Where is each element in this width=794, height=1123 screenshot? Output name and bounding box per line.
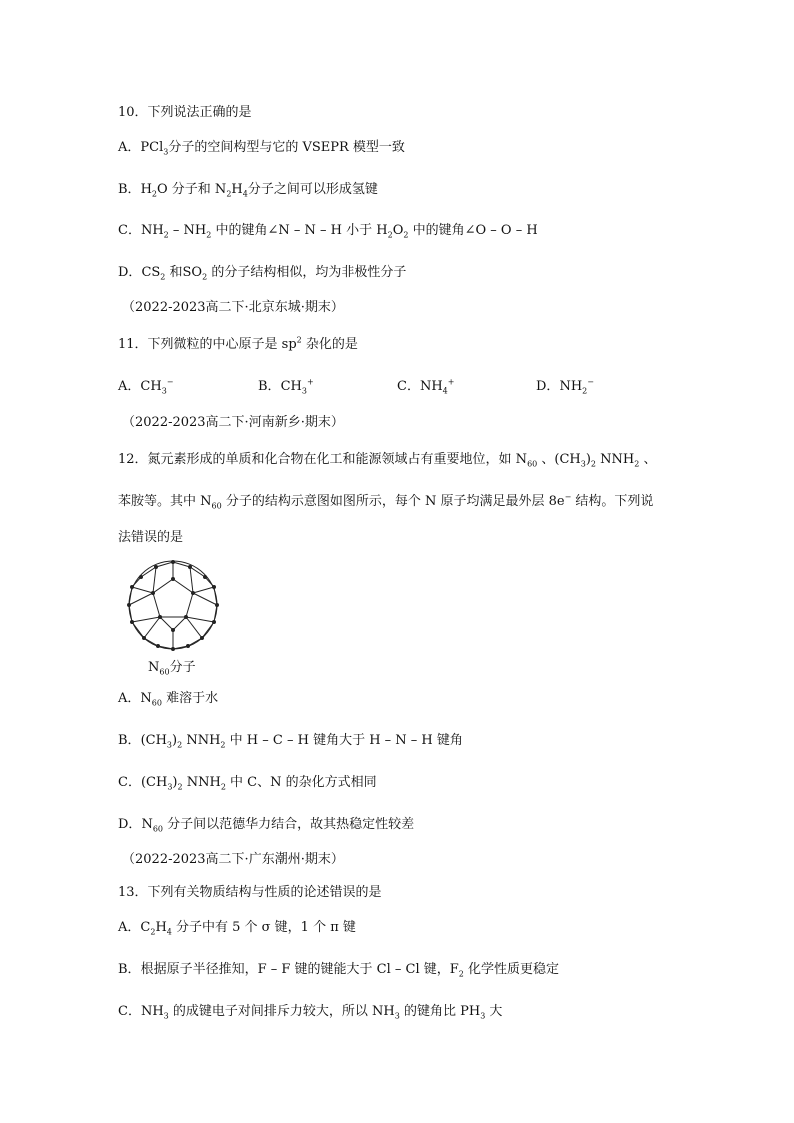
q10-option-d: D．$CS_2$ 和$SO_2$ 的分子结构相似，均为非极性分子 bbox=[118, 265, 407, 282]
q13-option-b: B．根据原子半径推知，F – F 键的键能大于 Cl – Cl 键，$F_2$ 化学性质更稳定 bbox=[118, 962, 559, 979]
source-note: （2022-2023高二下·广东潮州·期末） bbox=[122, 852, 344, 867]
q12-stem-line3: 法错误的是 bbox=[118, 530, 184, 545]
q11-option-b: B．$CH_3^+$ bbox=[258, 377, 314, 396]
q10-stem: 10．下列说法正确的是 bbox=[118, 105, 252, 120]
q10-option-a: A．PCl$_3$分子的空间构型与它的 VSEPR 模型一致 bbox=[118, 140, 405, 157]
q11-stem: 11．下列微粒的中心原子是 $sp^2$ 杂化的是 bbox=[118, 335, 358, 352]
source-note: （2022-2023高二下·北京东城·期末） bbox=[122, 300, 344, 315]
source-note: （2022-2023高二下·河南新乡·期末） bbox=[122, 415, 344, 430]
q12-option-b: B．$(CH_3)_2$ $NNH_2$ 中 H – C – H 键角大于 H – N – H 键角 bbox=[118, 733, 463, 750]
q13-option-a: A．$C_2H_4$ 分子中有 5 个 σ 键，1 个 π 键 bbox=[118, 920, 356, 937]
q13-option-c: C．$NH_3$ 的成键电子对间排斥力较大，所以 $NH_3$ 的键角比 $PH_3$ 大 bbox=[118, 1004, 503, 1021]
q11-option-c: C．$NH_4^+$ bbox=[397, 377, 455, 396]
figure-caption: $N_{60}$分子 bbox=[148, 660, 196, 677]
n60-structure-figure bbox=[118, 560, 228, 656]
q10-option-c: C．$NH_2 - NH_2$ 中的键角∠N – N – H 小于 $H_2O_2$ 中的键角∠O – O – H bbox=[118, 223, 538, 240]
q12-stem-line2: 苯胺等。其中 $N_{60}$ 分子的结构示意图如图所示，每个 N 原子均满足最外层 8e− 结构。下列说 bbox=[118, 492, 654, 511]
q12-option-d: D．$N_{60}$ 分子间以范德华力结合，故其热稳定性较差 bbox=[118, 817, 415, 834]
q12-option-c: C．$(CH_3)_2$ $NNH_2$ 中 C、N 的杂化方式相同 bbox=[118, 775, 377, 792]
q11-option-a: A．$CH_3^-$ bbox=[118, 377, 174, 396]
q10-option-b: B．$H_2O$ 分子和 $N_2H_4$分子之间可以形成氢键 bbox=[118, 182, 378, 199]
q12-stem-line1: 12．氮元素形成的单质和化合物在化工和能源领域占有重要地位，如 $N_{60}$ 、$(CH_3)_2$ $NNH_2$ 、 bbox=[118, 452, 657, 469]
q13-stem: 13．下列有关物质结构与性质的论述错误的是 bbox=[118, 885, 382, 900]
q11-option-d: D．$NH_2^-$ bbox=[536, 377, 594, 396]
q12-option-a: A．$N_{60}$ 难溶于水 bbox=[118, 691, 219, 708]
